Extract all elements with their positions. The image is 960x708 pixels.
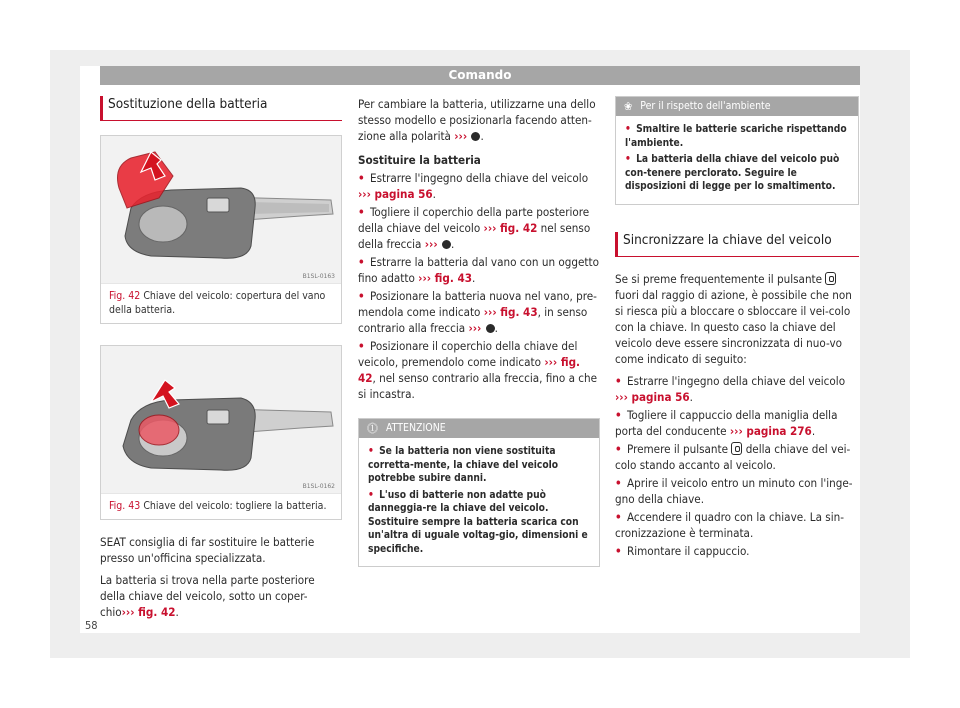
link-fig-43[interactable]: ››› fig. 43: [418, 271, 472, 285]
step-text: Rimontare il cappuccio.: [626, 543, 750, 558]
link-fig-42[interactable]: ››› fig. 42: [358, 355, 580, 385]
sync-intro-b: fuori dal raggio di azione, è possibile che non si riesca più a bloccare o sbloccare il vei-colo con la chiave. In questo caso la chiave del veicolo deve essere sincronizzata di nuo-vo come indicato di seguito:: [615, 287, 852, 366]
step-end: .: [689, 389, 693, 404]
figure-42-caption: [101, 284, 341, 323]
paragraph-sync-intro: [615, 271, 859, 367]
step-text: Accendere il quadro con la chiave. La sin-cronizzazione è terminata.: [615, 509, 845, 540]
key-remove-battery-image: [101, 346, 341, 494]
step-item: [358, 254, 600, 286]
step-text: Estrarre la batteria dal vano con un oggetto fino adatto: [358, 255, 599, 285]
bullet-icon: •: [358, 339, 365, 353]
bullet-icon: •: [358, 171, 365, 185]
left-column: [100, 96, 342, 620]
sync-intro-a: Se si preme frequentemente il pulsante: [615, 271, 823, 286]
step-item: [615, 543, 859, 559]
step-item: [358, 170, 600, 202]
step-item: [615, 441, 859, 473]
step-item: [358, 288, 600, 336]
polarity-text: Per cambiare la batteria, utilizzarne una dello stesso modello e posizionarla facendo atten-zione alla polarità: [358, 97, 596, 143]
step-text: Estrarre l'ingegno della chiave del veicolo: [369, 171, 589, 185]
step-end: .: [811, 423, 816, 438]
paragraph-workshop: SEAT consiglia di far sostituire le batterie presso un'officina specializzata.: [100, 535, 315, 565]
section-title-sync: Sincronizzare la chiave del veicolo: [615, 232, 859, 257]
step-text: Estrarre l'ingegno della chiave del veicolo: [626, 373, 846, 388]
step-text: Posizionare la batteria nuova nel vano, pre-mendola come indicato: [358, 289, 597, 319]
step-end: .: [471, 271, 476, 285]
key-battery-cover-image: [101, 136, 341, 284]
bullet-icon: •: [368, 446, 374, 457]
step-item: [358, 338, 600, 402]
unlock-button-icon: [825, 272, 836, 285]
bullet-icon: •: [625, 154, 631, 165]
warning-box-header: [359, 419, 599, 438]
bullet-icon: •: [615, 543, 622, 558]
step-item: [358, 204, 600, 252]
warning-circle-icon: ⓵: [367, 422, 378, 435]
bullet-icon: •: [615, 407, 622, 422]
step-end: .: [432, 187, 436, 201]
subheading-replace-battery: Sostituire la batteria: [358, 153, 481, 167]
link-page-276[interactable]: ››› pagina 276: [729, 423, 812, 438]
right-column: [615, 96, 859, 559]
step-mid: , in senso contrario alla freccia: [358, 305, 588, 335]
warning-icon: [442, 240, 451, 249]
bullet-icon: •: [358, 205, 365, 219]
link-fig-42[interactable]: ››› fig. 42: [121, 605, 176, 619]
warning-item-text: Se la batteria non viene sostituita corretta-mente, la chiave del veicolo potrebbe subire danni.: [368, 446, 559, 484]
paragraph-battery-polarity: Per cambiare la batteria, utilizzarne una dello stesso modello e posizionarla facendo atten-zione alla polarità ››› .: [358, 97, 596, 143]
step-text: Togliere il coperchio della parte posteriore della chiave del veicolo: [358, 205, 590, 235]
step-text-a: Premere il pulsante: [626, 441, 729, 456]
bullet-icon: •: [615, 441, 622, 456]
figure-43-caption: [101, 494, 341, 519]
environment-box: [615, 96, 859, 205]
link-warning[interactable]: ›››: [468, 321, 482, 335]
bullet-icon: •: [358, 255, 365, 269]
paragraph-battery-location-text: La batteria si trova nella parte posteriore della chiave del veicolo, sotto un coper-chio: [100, 573, 315, 619]
unlock-button-icon: [731, 442, 742, 455]
key-illustration-42: [101, 136, 341, 284]
step-text: Aprire il veicolo entro un minuto con l'inge-gno della chiave.: [615, 475, 853, 506]
step-text: Posizionare il coperchio della chiave del veicolo, premendolo come indicato: [358, 339, 578, 369]
step-mid: nel senso della freccia: [358, 221, 591, 251]
environment-item-text: Smaltire le batterie scariche rispettando l'ambiente.: [625, 124, 847, 149]
figure-ref-code: B1SL-0162: [302, 483, 335, 490]
warning-item: [368, 445, 590, 486]
environment-box-header: [616, 97, 858, 116]
warning-item-text: L'uso di batterie non adatte può danneggia-re la chiave del veicolo. Sostituire sempre la batteria scarica con un'altra di uguale voltag-gio, dimensioni e specifiche.: [368, 489, 588, 555]
step-text-b: della chiave del vei-colo stando accanto al veicolo.: [615, 441, 851, 472]
section-title-battery: Sostituzione della batteria: [100, 96, 342, 121]
bullet-icon: •: [368, 489, 374, 501]
figure-ref-code: B1SL-0163: [302, 273, 335, 280]
environment-item: [625, 123, 849, 150]
link-warning[interactable]: ›››: [424, 237, 438, 251]
page-number: 58: [85, 619, 98, 632]
environment-item: [625, 153, 849, 194]
bullet-icon: •: [625, 124, 631, 135]
link-page-56[interactable]: ››› pagina 56: [358, 187, 433, 201]
warning-icon: [486, 324, 495, 333]
link-fig-42[interactable]: ››› fig. 42: [483, 221, 538, 235]
figure-43-caption-text: Chiave del veicolo: togliere la batteria.: [143, 500, 327, 512]
warning-item: [368, 489, 590, 557]
bullet-icon: •: [358, 289, 365, 303]
figure-42-label: Fig. 42: [109, 290, 141, 302]
middle-column: [358, 96, 600, 567]
paragraph-battery-location: [100, 572, 342, 620]
figure-43: [100, 345, 342, 520]
step-text: Togliere il cappuccio della maniglia della porta del conducente: [615, 407, 838, 438]
bullet-icon: •: [615, 373, 622, 388]
figure-42: [100, 135, 342, 324]
leaf-icon: ❀: [624, 100, 633, 113]
step-item: [615, 509, 859, 541]
link-fig-43[interactable]: ››› fig. 43: [483, 305, 538, 319]
bullet-icon: •: [615, 509, 622, 524]
figure-42-caption-text: Chiave del veicolo: copertura del vano della batteria.: [109, 290, 326, 316]
figure-43-label: Fig. 43: [109, 500, 141, 512]
chapter-header: Comando: [100, 66, 860, 85]
bullet-icon: •: [615, 475, 622, 490]
environment-item-text: La batteria della chiave del veicolo può con-tenere perclorato. Seguire le disposizioni di legge per lo smaltimento.: [625, 154, 840, 192]
paragraph-end: .: [175, 605, 179, 619]
key-illustration-43: [101, 346, 341, 494]
step-item: [615, 475, 859, 507]
step-item: [615, 407, 859, 439]
environment-title: Per il rispetto dell'ambiente: [640, 100, 771, 112]
step-end: .: [494, 321, 498, 335]
environment-box-body: [616, 116, 858, 204]
step-end: , nel senso contrario alla freccia, fino a che si incastra.: [358, 371, 598, 401]
warning-box: [358, 418, 600, 567]
warning-box-body: [359, 438, 599, 566]
warning-title: ATTENZIONE: [386, 422, 446, 434]
step-end: .: [450, 237, 455, 251]
link-warning[interactable]: ›››: [454, 129, 468, 143]
warning-icon: [471, 132, 480, 141]
link-page-56[interactable]: ››› pagina 56: [615, 389, 690, 404]
step-item: [615, 373, 859, 405]
